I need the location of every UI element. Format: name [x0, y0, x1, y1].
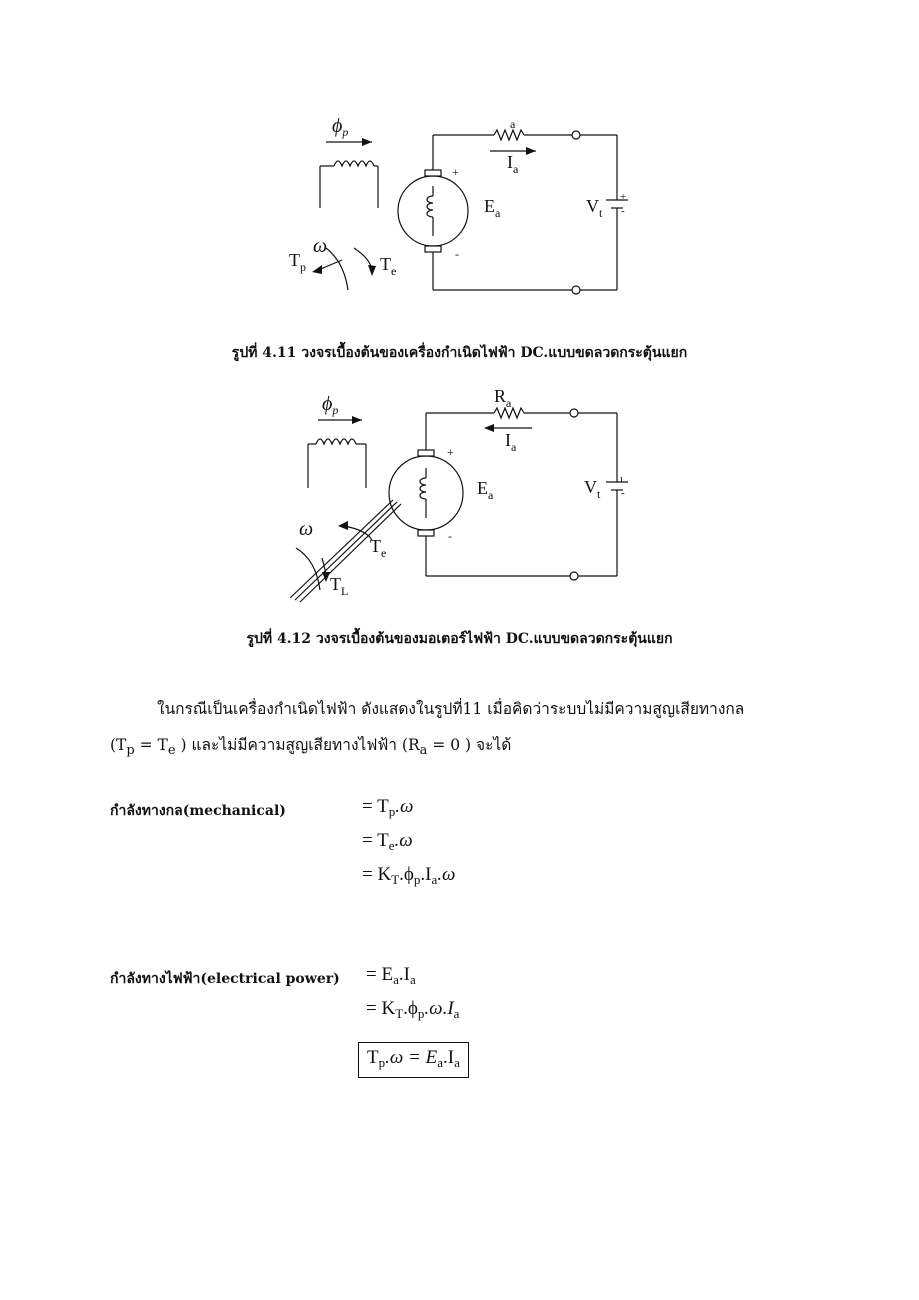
svg-text:+: + — [447, 445, 454, 459]
mechanical-eq-3: = $K_T.\phi_p.I_a.\omega$ — [362, 864, 456, 887]
svg-text:-: - — [455, 247, 459, 261]
svg-text:Ra: $R_a$ — [494, 386, 512, 410]
svg-text:Ia: $I_a$ — [505, 430, 517, 454]
torque-arc — [296, 548, 320, 590]
svg-text:TL: $T_L$ — [330, 574, 349, 598]
terminal-bottom — [572, 286, 580, 294]
svg-text:Tp: $T_p$ — [289, 250, 306, 274]
svg-text:ϕp: $\phi_p$ — [332, 115, 349, 139]
mechanical-eq-1: = $T_p.\omega$ — [362, 796, 414, 819]
svg-text:Te: $T_e$ — [380, 254, 397, 278]
svg-text:Ea: $E_a$ — [477, 478, 494, 502]
armature-icon — [389, 456, 463, 530]
electrical-eq-2: = $K_T.\phi_p.\omega.I_a$ — [366, 998, 460, 1021]
svg-text:ı: ı — [620, 473, 624, 485]
svg-text:-: - — [621, 487, 625, 499]
svg-text:+: + — [620, 191, 627, 203]
torque-arc — [326, 248, 348, 290]
figure-caption-4-12: รูปที่ 4.12 วงจรเบื้องต้นของมอเตอร์ไฟฟ้า DC.แบบขดลวดกระตุ้นแยก — [246, 631, 673, 647]
figure-caption-4-11: รูปที่ 4.11 วงจรเบื้องต้นของเครื่องกำเนิดไฟฟ้า DC.แบบขดลวดกระตุ้นแยก — [231, 345, 688, 361]
svg-text:ω: ω — [313, 235, 328, 257]
generator-circuit-diagram — [0, 100, 919, 310]
paragraph-line-2: ($T_p = T_e$ ) และไม่มีความสูญเสียทางไฟฟ้า ($R_a = 0$ ) จะได้ — [110, 736, 512, 758]
field-coil-icon — [308, 439, 366, 488]
svg-text:Vt: $V_t$ — [586, 196, 603, 220]
terminal-top — [572, 131, 580, 139]
terminal-bottom — [570, 572, 578, 580]
armature-coil-icon — [427, 196, 433, 217]
result-equation-box: $T_p.\omega = E_a.I_a$ — [358, 1042, 469, 1078]
armature-coil-icon — [420, 478, 426, 499]
paragraph-line-1: ในกรณีเป็นเครื่องกำเนิดไฟฟ้า ดังแสดงในรูปที่11 เมื่อคิดว่าระบบไม่มีความสูญเสียทางกล — [157, 700, 745, 718]
resistor-icon — [494, 130, 524, 140]
svg-text:ω: ω — [299, 518, 314, 540]
svg-text:+: + — [452, 165, 459, 179]
electrical-power-label: กำลังทางไฟฟ้า(electrical power) — [110, 971, 340, 987]
svg-text:a: a — [510, 117, 516, 131]
svg-text:Ea: $E_a$ — [484, 196, 501, 220]
svg-text:-: - — [621, 205, 625, 217]
mechanical-eq-2: = $T_e.\omega$ — [362, 830, 413, 853]
svg-text:ϕp: $\phi_p$ — [322, 393, 339, 417]
svg-text:Ia: $I_a$ — [507, 152, 519, 176]
electrical-eq-1: = $E_a.I_a$ — [366, 964, 416, 987]
svg-text:Te: $T_e$ — [370, 536, 387, 560]
terminal-top — [570, 409, 578, 417]
svg-text:Vt: $V_t$ — [584, 477, 601, 501]
svg-text:-: - — [448, 529, 452, 543]
motor-circuit-diagram — [0, 380, 919, 605]
mechanical-power-label: กำลังทางกล(mechanical) — [110, 803, 286, 819]
field-coil-icon — [320, 161, 378, 208]
